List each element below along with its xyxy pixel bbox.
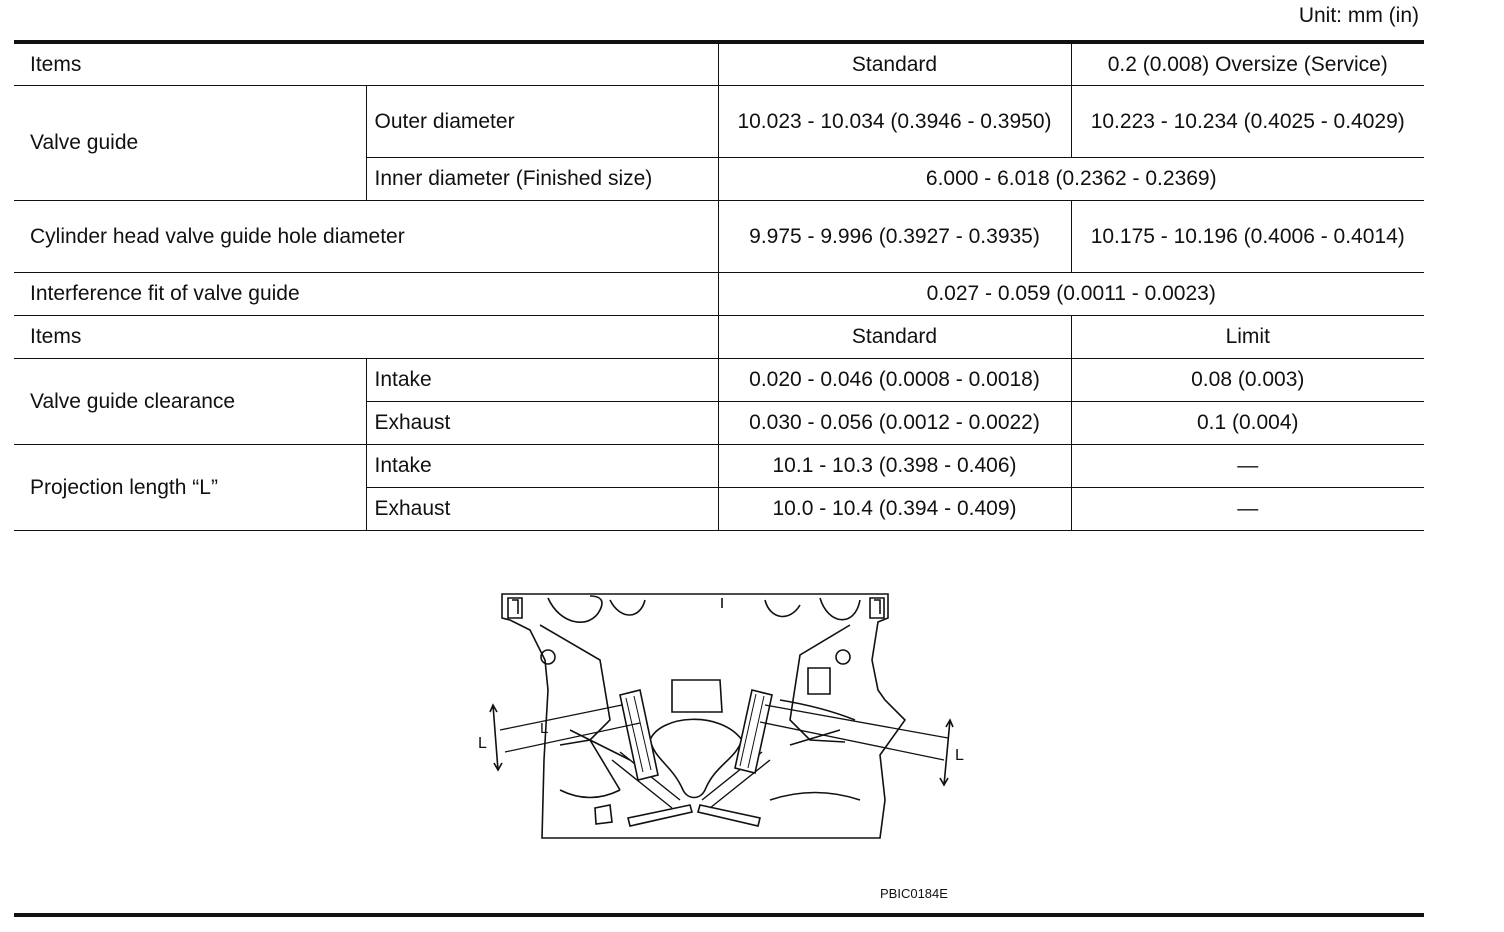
projection-exhaust-standard: 10.0 - 10.4 (0.394 - 0.409) xyxy=(718,487,1071,530)
left-port xyxy=(540,625,610,745)
inner-diameter-value: 6.000 - 6.018 (0.2362 - 0.2369) xyxy=(718,157,1424,200)
combustion-chamber xyxy=(650,719,742,797)
cylinder-head-diagram xyxy=(470,585,990,850)
right-dimension-line xyxy=(760,705,948,760)
intake-valve-seat xyxy=(628,805,692,826)
valve-guide-spec-table xyxy=(14,40,1424,531)
figure-code: PBIC0184E xyxy=(880,886,948,901)
right-detail xyxy=(808,668,830,694)
clearance-intake-standard: 0.020 - 0.046 (0.0008 - 0.0018) xyxy=(718,358,1071,401)
valve-guide-label: Valve guide xyxy=(14,85,366,200)
left-ribs xyxy=(560,730,630,798)
hole-diameter-standard: 9.975 - 9.996 (0.3927 - 0.3935) xyxy=(718,200,1071,272)
projection-exhaust-label: Exhaust xyxy=(366,487,718,530)
right-arrow xyxy=(940,720,953,785)
upper-pocket-left xyxy=(548,596,602,622)
left-detail xyxy=(595,805,612,824)
projection-intake-limit: — xyxy=(1071,444,1424,487)
header2-standard: Standard xyxy=(718,315,1071,358)
flange-left xyxy=(508,598,522,618)
interference-fit-label: Interference fit of valve guide xyxy=(14,272,718,315)
left-l-label: L xyxy=(478,735,487,752)
clearance-intake-limit: 0.08 (0.003) xyxy=(1071,358,1424,401)
upper-pocket-mid-right xyxy=(765,600,800,616)
inner-diameter-label: Inner diameter (Finished size) xyxy=(366,157,718,200)
right-ribs xyxy=(770,700,860,800)
unit-label: Unit: mm (in) xyxy=(1298,4,1419,27)
left-arrow xyxy=(490,705,502,770)
interference-fit-value: 0.027 - 0.059 (0.0011 - 0.0023) xyxy=(718,272,1424,315)
header-items: Items xyxy=(14,42,718,85)
clearance-intake-row xyxy=(14,358,1424,401)
bottom-rule xyxy=(14,913,1424,917)
hole-diameter-label: Cylinder head valve guide hole diameter xyxy=(14,200,718,272)
exhaust-valve-seat xyxy=(698,805,760,826)
projection-intake-standard: 10.1 - 10.3 (0.398 - 0.406) xyxy=(718,444,1071,487)
hole-diameter-oversize: 10.175 - 10.196 (0.4006 - 0.4014) xyxy=(1071,200,1424,272)
clearance-label: Valve guide clearance xyxy=(14,358,366,444)
outer-diameter-row xyxy=(14,85,1424,157)
projection-label: Projection length “L” xyxy=(14,444,366,530)
left-dimension-line xyxy=(500,705,640,752)
bolt-hole-right xyxy=(836,650,850,664)
projection-intake-row xyxy=(14,444,1424,487)
upper-pocket-right xyxy=(820,598,860,620)
left-small-l-label: L xyxy=(540,720,549,737)
interference-fit-row xyxy=(14,272,1424,315)
clearance-exhaust-label: Exhaust xyxy=(366,401,718,444)
header2-limit: Limit xyxy=(1071,315,1424,358)
upper-pocket-mid-left xyxy=(610,600,645,615)
outer-diameter-standard: 10.023 - 10.034 (0.3946 - 0.3950) xyxy=(718,85,1071,157)
clearance-intake-label: Intake xyxy=(366,358,718,401)
clearance-exhaust-standard: 0.030 - 0.056 (0.0012 - 0.0022) xyxy=(718,401,1071,444)
table1-header-row xyxy=(14,42,1424,85)
right-l-label: L xyxy=(955,747,964,764)
right-port xyxy=(790,625,850,742)
projection-exhaust-limit: — xyxy=(1071,487,1424,530)
header2-items: Items xyxy=(14,315,718,358)
outer-diameter-oversize: 10.223 - 10.234 (0.4025 - 0.4029) xyxy=(1071,85,1424,157)
center-chamber xyxy=(672,680,722,712)
header-oversize: 0.2 (0.008) Oversize (Service) xyxy=(1071,42,1424,85)
clearance-exhaust-limit: 0.1 (0.004) xyxy=(1071,401,1424,444)
projection-intake-label: Intake xyxy=(366,444,718,487)
hole-diameter-row xyxy=(14,200,1424,272)
flange-right xyxy=(870,598,884,618)
header-standard: Standard xyxy=(718,42,1071,85)
exhaust-valve-guide xyxy=(735,690,772,773)
table2-header-row xyxy=(14,315,1424,358)
outer-diameter-label: Outer diameter xyxy=(366,85,718,157)
